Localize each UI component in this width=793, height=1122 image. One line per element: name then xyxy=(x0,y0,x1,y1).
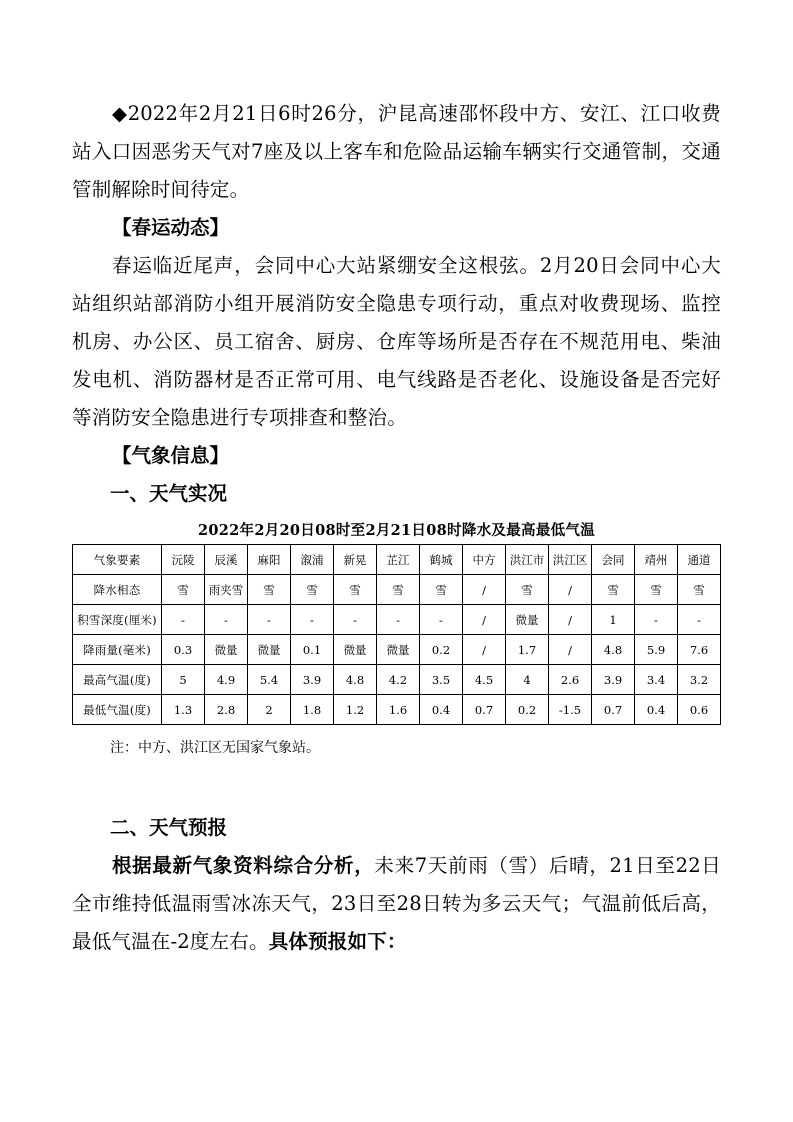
table-cell: 4.2 xyxy=(377,665,420,695)
section-one-title: 一、天气实况 xyxy=(110,482,228,505)
table-cell: 3.9 xyxy=(291,665,334,695)
table-cell: 雪 xyxy=(420,575,463,605)
section-two-title: 二、天气预报 xyxy=(110,816,228,839)
table-cell: / xyxy=(549,635,592,665)
table-cell: 雨夹雪 xyxy=(205,575,248,605)
table-cell: 微量 xyxy=(377,635,420,665)
table-cell: - xyxy=(248,605,291,635)
table-cell: 5 xyxy=(162,665,205,695)
table-row-label: 最高气温(度) xyxy=(73,665,162,695)
table-cell: - xyxy=(205,605,248,635)
table-cell: 0.7 xyxy=(463,695,506,725)
table-cell: - xyxy=(420,605,463,635)
table-row-label: 降雨量(毫米) xyxy=(73,635,162,665)
table-cell: 微量 xyxy=(506,605,549,635)
table-cell: 雪 xyxy=(377,575,420,605)
table-header-row xyxy=(73,545,721,575)
weather-table xyxy=(72,544,721,725)
table-cell: / xyxy=(463,575,506,605)
weather-info-heading: 【气象信息】 xyxy=(111,444,229,467)
table-cell: 微量 xyxy=(205,635,248,665)
table-cell: 3.9 xyxy=(592,665,635,695)
table-cell: / xyxy=(463,605,506,635)
table-cell: 0.1 xyxy=(291,635,334,665)
table-cell: 3.4 xyxy=(635,665,678,695)
table-cell: - xyxy=(635,605,678,635)
table-col-header: 中方 xyxy=(463,545,506,575)
table-row-label: 最低气温(度) xyxy=(73,695,162,725)
table-cell: 雪 xyxy=(291,575,334,605)
weather-table-title: 2022年2月20日08时至2月21日08时降水及最高最低气温 xyxy=(197,522,596,539)
table-cell: 2 xyxy=(248,695,291,725)
table-cell: 3.2 xyxy=(678,665,721,695)
table-cell: 0.4 xyxy=(420,695,463,725)
forecast-body-text: 未来7天前雨（雪）后晴，21日至22日全市维持低温雨雪冰冻天气，23日至28日转为多云天气；气温前低后高，最低气温在-2度左右。 xyxy=(72,854,721,953)
table-cell: 雪 xyxy=(248,575,291,605)
table-cell: 1.3 xyxy=(162,695,205,725)
table-cell: 0.2 xyxy=(506,695,549,725)
table-cell: 2.6 xyxy=(549,665,592,695)
table-cell: 雪 xyxy=(334,575,377,605)
table-row xyxy=(73,575,721,605)
table-col-header: 麻阳 xyxy=(248,545,291,575)
table-cell: 微量 xyxy=(248,635,291,665)
table-row-label: 降水相态 xyxy=(73,575,162,605)
table-cell: 4 xyxy=(506,665,549,695)
table-col-header: 新晃 xyxy=(334,545,377,575)
forecast-paragraph xyxy=(72,847,721,961)
table-row xyxy=(73,635,721,665)
table-cell: / xyxy=(463,635,506,665)
table-cell: - xyxy=(377,605,420,635)
table-cell: 5.9 xyxy=(635,635,678,665)
table-note: 注：中方、洪江区无国家气象站。 xyxy=(110,740,320,756)
table-cell: 7.6 xyxy=(678,635,721,665)
table-row xyxy=(73,695,721,725)
table-row xyxy=(73,665,721,695)
table-cell: 雪 xyxy=(162,575,205,605)
table-row xyxy=(73,605,721,635)
table-cell: 1.7 xyxy=(506,635,549,665)
table-cell: 0.7 xyxy=(592,695,635,725)
table-col-header: 沅陵 xyxy=(162,545,205,575)
traffic-notice-paragraph: ◆2022年2月21日6时26分，沪昆高速邵怀段中方、安江、江口收费站入口因恶劣天气对7座及以上客车和危险品运输车辆实行交通管制，交通管制解除时间待定。 xyxy=(72,102,721,201)
table-cell: 0.6 xyxy=(678,695,721,725)
table-cell: 1.2 xyxy=(334,695,377,725)
table-cell: - xyxy=(678,605,721,635)
table-col-header: 鹤城 xyxy=(420,545,463,575)
table-cell: 4.8 xyxy=(334,665,377,695)
table-cell: 1.6 xyxy=(377,695,420,725)
table-cell: 2.8 xyxy=(205,695,248,725)
table-col-header: 靖州 xyxy=(635,545,678,575)
table-cell: -1.5 xyxy=(549,695,592,725)
table-cell: 4.5 xyxy=(463,665,506,695)
section-spacer xyxy=(72,761,721,809)
table-col-header: 辰溪 xyxy=(205,545,248,575)
table-cell: 1.8 xyxy=(291,695,334,725)
table-cell: 雪 xyxy=(506,575,549,605)
table-cell: - xyxy=(162,605,205,635)
chunyun-heading: 【春运动态】 xyxy=(111,216,229,239)
table-cell: 1 xyxy=(592,605,635,635)
table-col-header: 会同 xyxy=(592,545,635,575)
chunyun-body-paragraph: 春运临近尾声，会同中心大站紧绷安全这根弦。2月20日会同中心大站组织站部消防小组开展消防安全隐患专项行动，重点对收费现场、监控机房、办公区、员工宿舍、厨房、仓库等场所是否存在不规范用电、柴油发电机、消防器材是否正常可用、电气线路是否老化、设施设备是否完好等消防安全隐患进行专项排查和整治。 xyxy=(72,254,721,429)
table-cell: 0.3 xyxy=(162,635,205,665)
forecast-tail-bold: 具体预报如下： xyxy=(268,930,407,953)
table-col-header: 芷江 xyxy=(377,545,420,575)
table-col-header: 溆浦 xyxy=(291,545,334,575)
forecast-lead-bold: 根据最新气象资料综合分析， xyxy=(111,854,375,877)
table-cell: / xyxy=(549,575,592,605)
table-cell: 雪 xyxy=(635,575,678,605)
table-cell: - xyxy=(334,605,377,635)
table-cell: / xyxy=(549,605,592,635)
table-cell: 0.2 xyxy=(420,635,463,665)
table-cell: 雪 xyxy=(592,575,635,605)
table-cell: 5.4 xyxy=(248,665,291,695)
table-col-header: 气象要素 xyxy=(73,545,162,575)
table-col-header: 通道 xyxy=(678,545,721,575)
table-col-header: 洪江市 xyxy=(506,545,549,575)
table-cell: - xyxy=(291,605,334,635)
table-cell: 雪 xyxy=(678,575,721,605)
table-cell: 微量 xyxy=(334,635,377,665)
table-cell: 4.8 xyxy=(592,635,635,665)
table-cell: 4.9 xyxy=(205,665,248,695)
table-cell: 3.5 xyxy=(420,665,463,695)
table-col-header: 洪江区 xyxy=(549,545,592,575)
table-row-label: 积雪深度(厘米) xyxy=(73,605,162,635)
table-cell: 0.4 xyxy=(635,695,678,725)
